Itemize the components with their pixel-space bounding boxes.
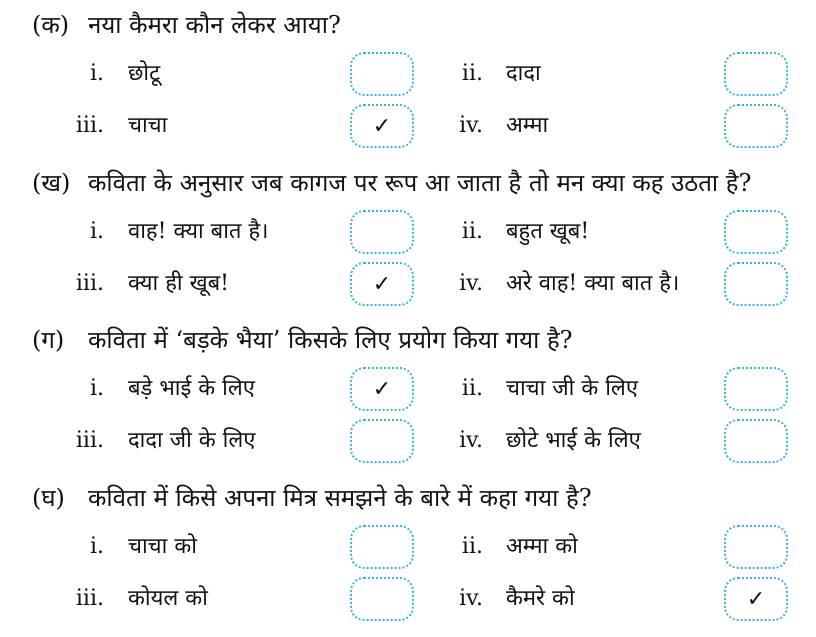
question-4-label: (घ) bbox=[32, 484, 65, 512]
q1-option-4-checkbox[interactable] bbox=[724, 104, 788, 148]
q4-option-1-checkbox[interactable] bbox=[350, 525, 414, 569]
q4-option-4-checkbox[interactable]: ✓ bbox=[724, 577, 788, 621]
q2-option-2-checkbox[interactable] bbox=[724, 210, 788, 254]
q1-option-2-checkbox[interactable] bbox=[724, 52, 788, 96]
q3-option-4-number: iv. bbox=[459, 428, 483, 453]
q2-option-1-checkbox[interactable] bbox=[350, 210, 414, 254]
question-1-text: नया कैमरा कौन लेकर आया? bbox=[88, 11, 341, 39]
q1-option-3-number: iii. bbox=[75, 113, 104, 138]
q1-option-1-checkbox[interactable] bbox=[350, 52, 414, 96]
q2-option-4-text: अरे वाह! क्या बात है। bbox=[506, 271, 680, 296]
q3-option-3-checkbox[interactable] bbox=[350, 419, 414, 463]
q4-option-1-text: चाचा को bbox=[128, 534, 197, 559]
q1-option-1-text: छोटू bbox=[128, 61, 161, 86]
q2-option-2-number: ii. bbox=[461, 219, 483, 244]
q2-option-2-text: बहुत खूब! bbox=[506, 219, 590, 244]
q4-option-2-checkbox[interactable] bbox=[724, 525, 788, 569]
question-2-text: कविता के अनुसार जब कागज पर रूप आ जाता है तो मन क्या कह उठता है? bbox=[88, 169, 752, 197]
q2-option-1-number: i. bbox=[89, 219, 104, 244]
q1-option-2-text: दादा bbox=[506, 61, 541, 86]
q3-option-1-checkbox[interactable]: ✓ bbox=[350, 367, 414, 411]
q2-option-3-number: iii. bbox=[75, 271, 104, 296]
q2-option-3-checkbox[interactable]: ✓ bbox=[350, 262, 414, 306]
q4-option-4-text: कैमरे को bbox=[506, 586, 575, 611]
question-1 bbox=[32, 10, 341, 40]
q3-option-4-text: छोटे भाई के लिए bbox=[506, 428, 641, 453]
q1-option-3-checkbox[interactable]: ✓ bbox=[350, 104, 414, 148]
question-4 bbox=[32, 483, 592, 513]
q3-option-2-text: चाचा जी के लिए bbox=[506, 376, 639, 401]
q1-option-4-number: iv. bbox=[459, 113, 483, 138]
question-3 bbox=[32, 325, 573, 355]
q1-option-1-number: i. bbox=[89, 61, 104, 86]
question-3-label: (ग) bbox=[32, 326, 65, 354]
question-2 bbox=[32, 168, 751, 198]
q1-option-4-text: अम्मा bbox=[506, 113, 549, 138]
question-2-label: (ख) bbox=[32, 169, 71, 197]
q3-option-3-text: दादा जी के लिए bbox=[128, 428, 256, 453]
q3-option-2-checkbox[interactable] bbox=[724, 367, 788, 411]
q3-option-1-text: बड़े भाई के लिए bbox=[128, 376, 255, 401]
q4-option-3-number: iii. bbox=[75, 586, 104, 611]
q1-option-3-text: चाचा bbox=[128, 113, 168, 138]
question-3-text: कविता में ‘बड़के भैया’ किसके लिए प्रयोग किया गया है? bbox=[88, 326, 573, 354]
q2-option-3-text: क्या ही खूब! bbox=[128, 271, 229, 296]
question-4-text: कविता में किसे अपना मित्र समझने के बारे में कहा गया है? bbox=[88, 484, 592, 512]
question-1-label: (क) bbox=[32, 11, 70, 39]
q1-option-2-number: ii. bbox=[461, 61, 483, 86]
q4-option-2-number: ii. bbox=[461, 534, 483, 559]
q3-option-2-number: ii. bbox=[461, 376, 483, 401]
q4-option-3-checkbox[interactable] bbox=[350, 577, 414, 621]
q3-option-3-number: iii. bbox=[75, 428, 104, 453]
q4-option-4-number: iv. bbox=[459, 586, 483, 611]
q4-option-3-text: कोयल को bbox=[128, 586, 208, 611]
q2-option-4-number: iv. bbox=[459, 271, 483, 296]
q4-option-1-number: i. bbox=[89, 534, 104, 559]
q4-option-2-text: अम्मा को bbox=[506, 534, 578, 559]
q3-option-1-number: i. bbox=[89, 376, 104, 401]
q3-option-4-checkbox[interactable] bbox=[724, 419, 788, 463]
q2-option-1-text: वाह! क्या बात है। bbox=[128, 219, 269, 244]
q2-option-4-checkbox[interactable] bbox=[724, 262, 788, 306]
